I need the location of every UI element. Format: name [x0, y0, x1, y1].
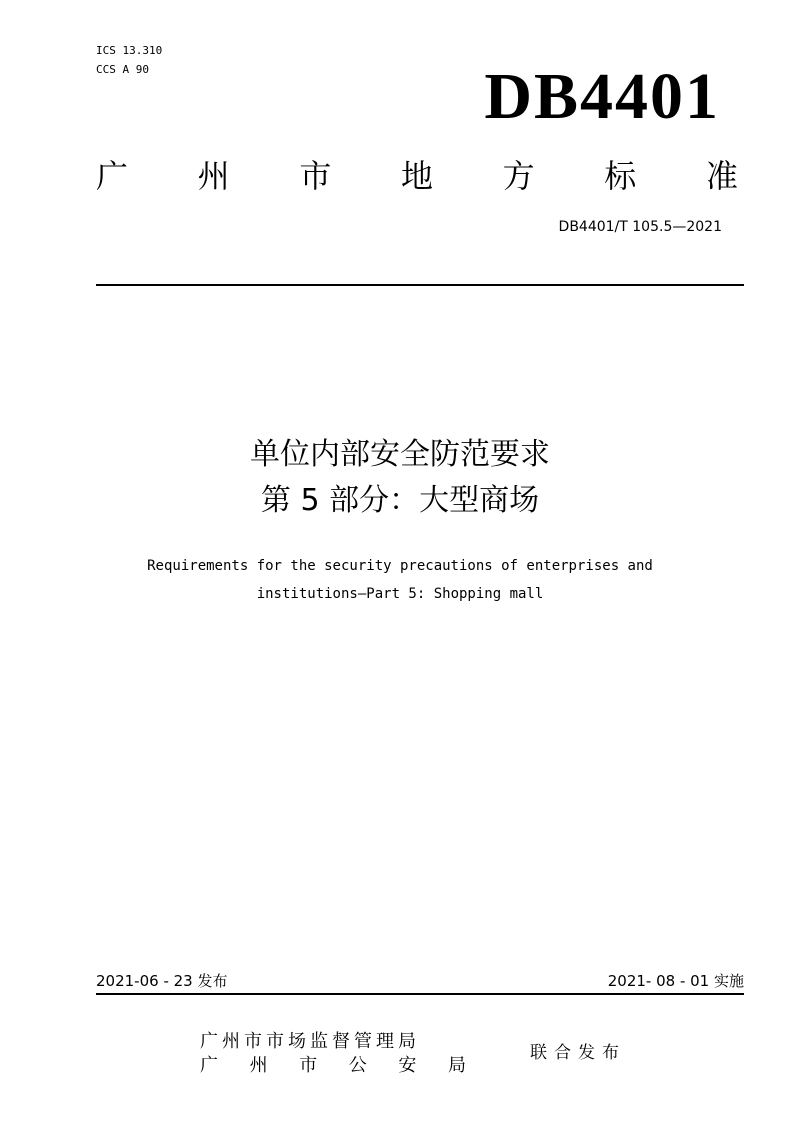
ccs-code: CCS A 90 [96, 63, 149, 76]
issuer-char: 市 [299, 1055, 318, 1076]
standard-type-char: 地 [400, 157, 433, 195]
standard-type-heading [96, 152, 738, 200]
english-title [80, 552, 720, 608]
title-line-1: 单位内部安全防范要求 [250, 437, 550, 472]
issuer-char: 安 [398, 1055, 417, 1076]
title-line-2: 第 5 部分：大型商场 [260, 483, 540, 518]
footer-divider [96, 993, 744, 995]
standard-type-char: 州 [197, 157, 230, 195]
standard-type-char: 准 [705, 157, 738, 195]
document-title [0, 432, 800, 524]
issuer-char: 州 [249, 1055, 268, 1076]
header-divider [96, 284, 744, 286]
classification-codes [96, 41, 162, 79]
issuing-authorities [200, 1030, 466, 1078]
standard-type-char: 标 [604, 157, 637, 195]
effective-date: 2021- 08 - 01 实施 [607, 972, 744, 990]
issuer-public-security [200, 1054, 466, 1078]
issuer-char: 广 [200, 1055, 218, 1076]
issuer-market-regulation: 广州市市场监督管理局 [200, 1031, 420, 1052]
issue-date: 2021-06 - 23 发布 [96, 972, 228, 990]
db-logo: DB4401 [484, 60, 720, 133]
english-title-line-2: institutions—Part 5: Shopping mall [256, 586, 544, 602]
standard-type-char: 市 [299, 157, 332, 195]
standard-number: DB4401/T 105.5—2021 [558, 219, 722, 235]
standard-type-char: 广 [96, 157, 129, 195]
date-row [96, 970, 744, 992]
ics-code: ICS 13.310 [96, 44, 163, 57]
standard-type-char: 方 [502, 157, 535, 195]
issuer-char: 局 [447, 1055, 466, 1076]
joint-issue-label: 联合发布 [530, 1043, 626, 1063]
english-title-line-1: Requirements for the security precautions of enterprises and [147, 558, 653, 574]
issuer-char: 公 [348, 1055, 367, 1076]
